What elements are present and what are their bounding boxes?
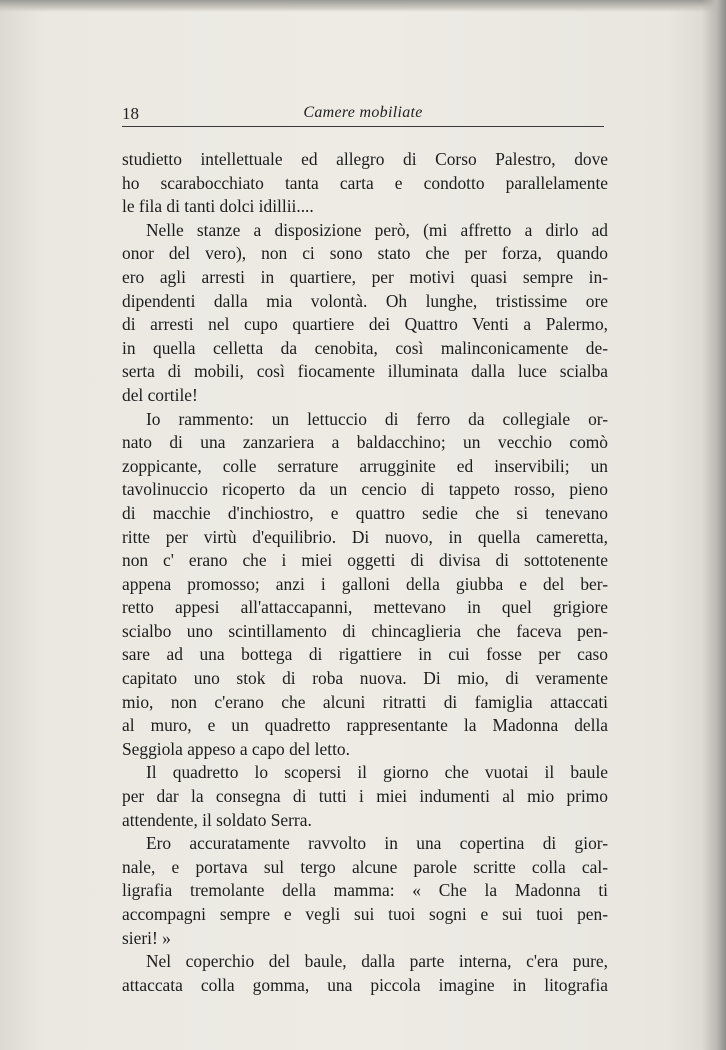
text-line: studietto intellettuale ed allegro di Corso Palestro, dove: [122, 149, 608, 169]
text-line: al muro, e un quadretto rappresentante la Madonna della: [122, 715, 608, 736]
text-line: sare ad una bottega di rigattiere in cui fosse per caso: [122, 644, 608, 665]
text-line: le fila di tanti dolci idillii....: [122, 196, 314, 217]
text-line: ritte per virtù d'equilibrio. Di nuovo, in quella cameretta,: [122, 526, 608, 547]
text-line: Io rammento: un lettuccio di ferro da collegiale or-: [146, 408, 608, 429]
text-line: di macchie d'inchiostro, e quattro sedie che si tenevano: [122, 502, 608, 523]
text-line: del cortile!: [122, 384, 198, 405]
text-line: in quella celletta da cenobita, così malinconicamente de-: [122, 337, 608, 358]
body-text: [122, 148, 608, 997]
text-line: serta di mobili, così fiocamente illuminata dalla luce scialba: [122, 361, 608, 382]
text-line: capitato uno stok di roba nuova. Di mio, di veramente: [122, 668, 608, 689]
running-head: [122, 100, 604, 127]
text-line: Il quadretto lo scopersi il giorno che vuotai il baule: [146, 762, 608, 783]
page-top-edge-shadow: [0, 0, 726, 12]
text-line: onor del vero), non ci sono stato che per forza, quando: [122, 243, 608, 264]
text-line: dipendenti dalla mia volontà. Oh lunghe, tristissime ore: [122, 290, 608, 311]
text-line: tavolinuccio ricoperto da un cencio di tappeto rosso, pieno: [122, 479, 608, 500]
text-line: zoppicante, colle serrature arrugginite ed inservibili; un: [122, 455, 608, 476]
page-right-edge-shadow: [702, 0, 726, 1050]
text-line: ligrafia tremolante della mamma: « Che la Madonna ti: [122, 880, 608, 901]
text-line: appena promosso; anzi i galloni della giubba e del ber-: [122, 573, 608, 594]
text-line: ero agli arresti in quartiere, per motivi quasi sempre in-: [122, 266, 608, 287]
text-line: non c' erano che i miei oggetti di divisa di sottotenente: [122, 550, 608, 571]
text-line: di arresti nel cupo quartiere dei Quattro Venti a Palermo,: [122, 314, 608, 335]
text-line: nato di una zanzariera a baldacchino; un vecchio comò: [122, 432, 608, 453]
text-line: attaccata colla gomma, una piccola imagine in litografia: [122, 974, 608, 995]
text-line: scialbo uno scintillamento di chincaglieria che faceva pen-: [122, 620, 608, 641]
text-line: nale, e portava sul tergo alcune parole scritte colla cal-: [122, 856, 608, 877]
text-line: ho scarabocchiato tanta carta e condotto parallelamente: [122, 172, 608, 193]
text-line: attendente, il soldato Serra.: [122, 809, 312, 830]
text-line: Ero accuratamente ravvolto in una copertina di gior-: [146, 833, 608, 854]
text-line: mio, non c'erano che alcuni ritratti di famiglia attaccati: [122, 691, 608, 712]
running-title: Camere mobiliate: [303, 104, 423, 121]
page-number: 18: [122, 104, 139, 123]
text-line: per dar la consegna di tutti i miei indumenti al mio primo: [122, 786, 608, 807]
text-line: Nelle stanze a disposizione però, (mi affretto a dirlo ad: [146, 219, 608, 240]
text-line: retto appesi all'attaccapanni, mettevano in quel grigiore: [122, 597, 608, 618]
text-line: Seggiola appeso a capo del letto.: [122, 738, 350, 759]
text-line: Nel coperchio del baule, dalla parte interna, c'era pure,: [146, 951, 608, 972]
text-line: sieri! »: [122, 927, 171, 948]
text-line: accompagni sempre e vegli sui tuoi sogni e sui tuoi pen-: [122, 904, 608, 924]
